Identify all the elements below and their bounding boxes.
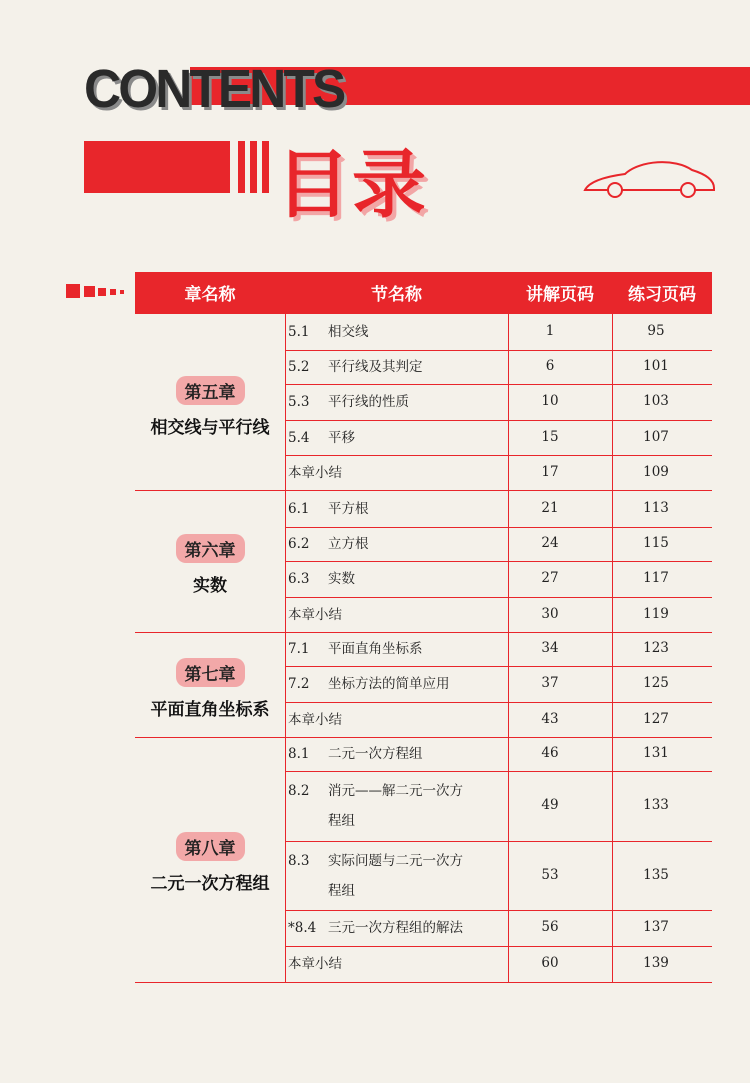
section-title: [288, 776, 463, 836]
section-title: [288, 423, 355, 453]
section-number: 5.1: [288, 324, 310, 340]
section-number: 7.1: [288, 641, 310, 657]
section-title: [288, 913, 463, 943]
row-divider: [285, 666, 712, 667]
section-title: [288, 458, 342, 488]
lecture-page-number: 34: [541, 640, 559, 656]
section-title: [288, 494, 369, 524]
section-title: [288, 600, 342, 630]
lecture-page-number: 37: [541, 675, 559, 691]
exercise-page-number: 103: [643, 393, 669, 409]
column-chapter: 章名称: [184, 285, 236, 305]
section-number: 5.3: [288, 394, 310, 410]
exercise-page-number: 101: [643, 358, 669, 374]
column-exercise-page: 练习页码: [628, 285, 696, 305]
car-icon: [580, 152, 720, 202]
exercise-page-number: 137: [643, 919, 669, 935]
chapter-8: [135, 832, 285, 894]
lecture-page-number: 60: [541, 955, 559, 971]
lecture-page-number: 43: [541, 711, 559, 727]
row-divider: [135, 632, 712, 633]
section-number: 7.2: [288, 676, 310, 692]
exercise-page-number: 115: [643, 535, 669, 551]
section-number: 8.1: [288, 746, 310, 762]
section-number: 5.4: [288, 430, 310, 446]
section-number: 8.3: [288, 853, 310, 869]
row-divider: [285, 910, 712, 911]
contents-title: CONTENTS: [84, 59, 344, 119]
lecture-page-number: 10: [541, 393, 559, 409]
section-name: 消元——解二元一次方: [328, 783, 463, 799]
section-name: 平面直角坐标系: [328, 641, 423, 657]
row-divider: [285, 841, 712, 842]
section-number: 6.1: [288, 501, 310, 517]
section-name: 平行线的性质: [328, 394, 409, 410]
section-name: 平方根: [328, 501, 369, 517]
section-number: 5.2: [288, 359, 310, 375]
exercise-page-number: 127: [643, 711, 669, 727]
row-divider: [285, 597, 712, 598]
exercise-page-number: 135: [643, 867, 669, 883]
section-title: [288, 669, 450, 699]
lecture-page-number: 15: [541, 429, 559, 445]
mulu-stripes: [238, 141, 278, 193]
chapter-7: [135, 658, 285, 720]
section-title: [288, 949, 342, 979]
section-title: [288, 846, 463, 906]
chapter-badge: 第六章: [176, 534, 245, 563]
section-title: [288, 634, 423, 664]
chapter-name: 二元一次方程组: [150, 874, 270, 894]
row-divider: [285, 420, 712, 421]
section-name: 立方根: [328, 536, 369, 552]
row-divider: [285, 527, 712, 528]
section-number: 8.2: [288, 783, 310, 799]
chapter-name: 实数: [193, 576, 227, 596]
section-number: 6.3: [288, 571, 310, 587]
section-name: 坐标方法的简单应用: [328, 676, 450, 692]
section-name: 平移: [328, 430, 355, 446]
lecture-page-number: 1: [545, 323, 555, 339]
section-name-cont: 程组: [328, 883, 355, 899]
section-name-cont: 程组: [328, 813, 355, 829]
section-title: [288, 352, 423, 382]
column-lecture-page: 讲解页码: [526, 285, 594, 305]
mulu-title: 目录: [276, 142, 428, 228]
section-name: 本章小结: [288, 607, 342, 623]
contents-table: [135, 314, 712, 982]
column-section: 节名称: [371, 285, 422, 305]
exercise-page-number: 123: [643, 640, 669, 656]
lecture-page-number: 17: [541, 464, 559, 480]
exercise-page-number: 117: [643, 570, 669, 586]
section-name: 本章小结: [288, 956, 342, 972]
section-name: 二元一次方程组: [328, 746, 423, 762]
table-header: [135, 272, 712, 314]
exercise-page-number: 113: [643, 500, 669, 516]
row-divider: [285, 946, 712, 947]
chapter-badge: 第七章: [176, 658, 245, 687]
exercise-page-number: 133: [643, 797, 669, 813]
exercise-page-number: 125: [643, 675, 669, 691]
exercise-page-number: 139: [643, 955, 669, 971]
section-name: 三元一次方程组的解法: [328, 920, 463, 936]
row-divider: [135, 490, 712, 491]
exercise-page-number: 109: [643, 464, 669, 480]
row-divider: [285, 771, 712, 772]
lecture-page-number: 56: [541, 919, 559, 935]
lecture-page-number: 21: [541, 500, 559, 516]
lecture-page-number: 27: [541, 570, 559, 586]
row-divider: [285, 561, 712, 562]
chapter-name: 平面直角坐标系: [150, 700, 270, 720]
section-title: [288, 387, 409, 417]
section-number: 6.2: [288, 536, 310, 552]
section-number: *8.4: [288, 920, 317, 936]
row-divider: [285, 384, 712, 385]
row-divider: [135, 982, 712, 983]
lecture-page-number: 30: [541, 606, 559, 622]
chapter-badge: 第八章: [176, 832, 245, 861]
row-divider: [135, 737, 712, 738]
chapter-name: 相交线与平行线: [150, 418, 270, 438]
section-name: 相交线: [328, 324, 369, 340]
exercise-page-number: 119: [643, 606, 669, 622]
chapter-badge: 第五章: [176, 376, 245, 405]
lecture-page-number: 53: [541, 867, 559, 883]
row-divider: [285, 350, 712, 351]
section-title: [288, 564, 355, 594]
section-title: [288, 705, 342, 735]
lecture-page-number: 49: [541, 797, 559, 813]
exercise-page-number: 95: [647, 323, 665, 339]
section-name: 本章小结: [288, 465, 342, 481]
section-name: 平行线及其判定: [328, 359, 423, 375]
row-divider: [285, 455, 712, 456]
chapter-5: [135, 376, 285, 438]
chapter-6: [135, 534, 285, 596]
section-name: 实数: [328, 571, 355, 587]
exercise-page-number: 107: [643, 429, 669, 445]
section-title: [288, 739, 423, 769]
section-title: [288, 529, 369, 559]
section-name: 本章小结: [288, 712, 342, 728]
lecture-page-number: 6: [545, 358, 555, 374]
mulu-red-bar: [84, 141, 230, 193]
lecture-page-number: 24: [541, 535, 559, 551]
lecture-page-number: 46: [541, 745, 559, 761]
exercise-page-number: 131: [643, 745, 669, 761]
section-name: 实际问题与二元一次方: [328, 853, 463, 869]
section-title: [288, 317, 369, 347]
row-divider: [285, 702, 712, 703]
